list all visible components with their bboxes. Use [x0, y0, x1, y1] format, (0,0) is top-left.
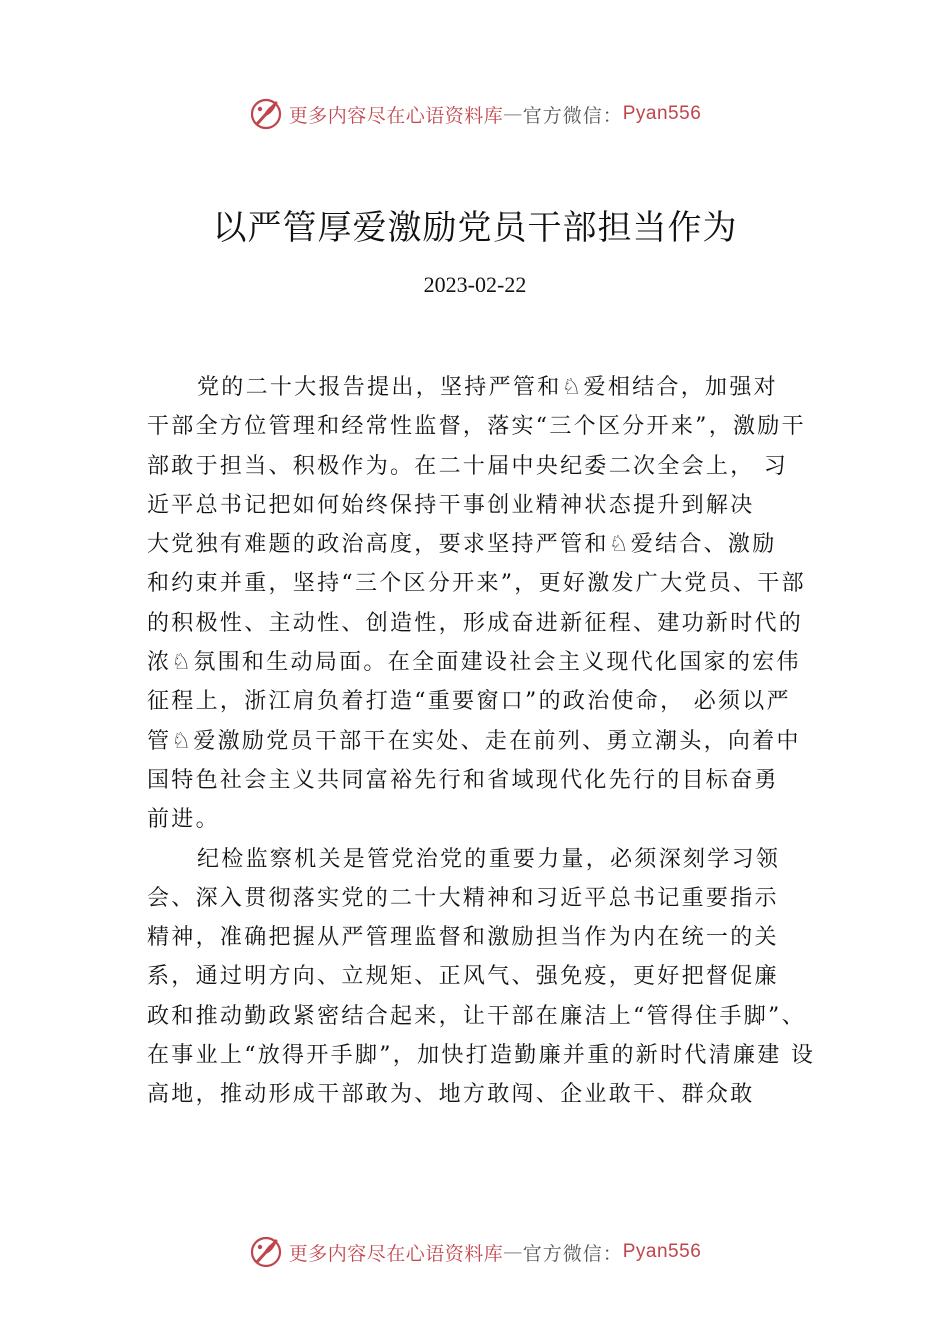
paragraph-line: 浓♘氛围和生动局面。在全面建设社会主义现代化国家的宏伟	[147, 650, 801, 676]
banner-lead-text: 更多内容尽在心语资料库	[288, 1242, 504, 1265]
article-date: 2023-02-22	[423, 272, 527, 297]
paragraph-line: 系，通过明方向、立规矩、正风气、强免疫，更好把督促廉	[147, 964, 779, 990]
paragraph-line: 近平总书记把如何始终保持干事创业精神状态提升到解决	[147, 492, 755, 518]
paragraph-line: 管♘爱激励党员干部干在实处、走在前列、勇立潮头，向着中	[147, 728, 801, 754]
paragraph-line: 和约束并重，坚持“三个区分开来”，更好激发广大党员、干部	[147, 571, 806, 597]
paragraph-line: 会、深入贯彻落实党的二十大精神和习近平总书记重要指示	[147, 885, 779, 911]
footer-banner	[0, 1230, 950, 1274]
banner-dash: —	[503, 103, 523, 125]
banner-wechat-label: 官方微信：	[522, 1242, 623, 1265]
paragraph-line: 前进。	[147, 807, 220, 833]
banner-wechat-id: Pyan556	[622, 1241, 702, 1262]
paragraph-line: 政和推动勤政紧密结合起来，让干部在廉洁上“管得住手脚”、	[147, 1003, 806, 1029]
banner-wechat-label: 官方微信：	[522, 104, 623, 127]
paragraph-line: 党的二十大报告提出，坚持严管和♘爱相结合，加强对	[197, 375, 778, 400]
paragraph-line: 国特色社会主义共同富裕先行和省域现代化先行的目标奋勇	[147, 767, 779, 793]
header-banner	[0, 92, 950, 136]
article-title: 以严管厚爱激励党员干部担当作为	[212, 208, 738, 248]
paragraph-line: 精神，准确把握从严管理监督和激励担当作为内在统一的关	[147, 925, 779, 951]
paragraph-line: 部敢于担当、积极作为。在二十届中央纪委二次全会上， 习	[147, 453, 789, 479]
paragraph-line: 征程上，浙江肩负着打造“重要窗口”的政治使命， 必须以严	[147, 689, 791, 715]
banner-dash: —	[503, 1241, 523, 1263]
paragraph-line: 的积极性、主动性、创造性，形成奋进新征程、建功新时代的	[147, 610, 804, 636]
quill-pen-logo-icon	[249, 97, 283, 131]
paragraph-line: 在事业上“放得开手脚”，加快打造勤廉并重的新时代清廉建 设	[147, 1043, 816, 1069]
banner-lead-text: 更多内容尽在心语资料库	[288, 104, 504, 127]
paragraph-line: 纪检监察机关是管党治党的重要力量，必须深刻学习领	[197, 846, 781, 872]
paragraph-line: 干部全方位管理和经常性监督，落实“三个区分开来”，激励干	[147, 414, 806, 440]
paragraph-line: 大党独有难题的政治高度，要求坚持严管和♘爱结合、激励	[147, 532, 777, 558]
article-body	[147, 368, 837, 1115]
quill-pen-logo-icon	[249, 1235, 283, 1269]
paragraph-line: 高地，推动形成干部敢为、地方敢闯、企业敢干、群众敢	[147, 1082, 755, 1108]
banner-wechat-id: Pyan556	[622, 103, 702, 124]
